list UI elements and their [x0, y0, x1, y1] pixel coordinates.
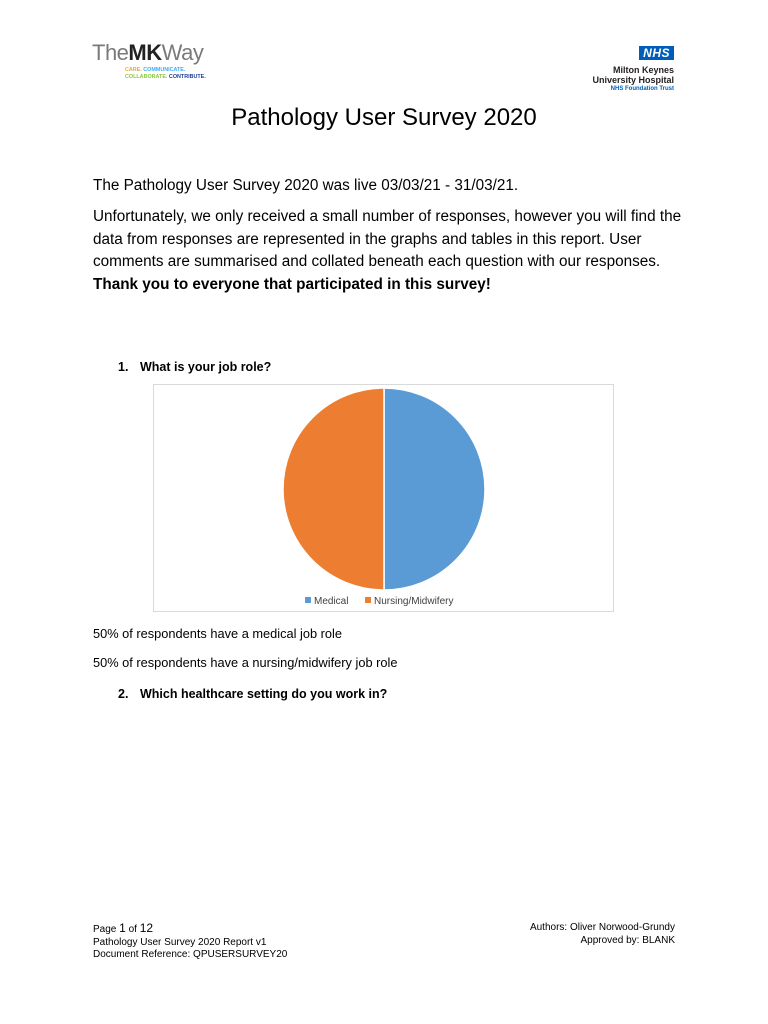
- intro-thanks: Thank you to everyone that participated in this survey!: [93, 275, 491, 293]
- question-1-heading: [118, 358, 271, 376]
- question-text: What is your job role?: [140, 360, 272, 374]
- intro-body-text: Unfortunately, we only received a small number of responses, however you will find the data from responses are represented in the graphs and tables in this report. User comments are summarised and collated beneath each question with our responses.: [93, 208, 682, 270]
- legend-label-medical: Medical: [314, 596, 349, 607]
- page-total: 12: [139, 921, 154, 935]
- intro-line: The Pathology User Survey 2020 was live 03/03/21 - 31/03/21.: [93, 177, 519, 194]
- mkway-tagline-line1: CARE. COMMUNICATE.: [125, 67, 186, 73]
- mkway-wordmark: TheMKWay: [92, 40, 204, 65]
- result-nursing: 50% of respondents have a nursing/midwifery job role: [93, 655, 398, 670]
- legend-swatch-nursing-midwifery: [365, 597, 371, 603]
- nhs-org-line3: NHS Foundation Trust: [610, 86, 674, 92]
- nhs-org-line2: University Hospital: [592, 75, 674, 85]
- page-indicator: Page 1 of 12: [93, 921, 154, 935]
- question-number: 1.: [118, 360, 129, 374]
- question-number: 2.: [118, 687, 129, 701]
- legend-swatch-medical: [305, 597, 311, 603]
- question-text: Which healthcare setting do you work in?: [140, 687, 388, 701]
- result-medical: 50% of respondents have a medical job role: [93, 626, 342, 641]
- footer-report-name: Pathology User Survey 2020 Report v1: [93, 936, 267, 948]
- pie-chart-svg: [153, 384, 614, 612]
- question-2-heading: [118, 685, 387, 703]
- footer-approved: Approved by: BLANK: [580, 934, 675, 946]
- intro-paragraph: [93, 206, 683, 296]
- footer-left: [93, 922, 287, 962]
- legend-label-nursing-midwifery: Nursing/Midwifery: [374, 596, 454, 607]
- nhs-badge: NHS: [639, 46, 674, 60]
- footer-reference: Document Reference: QPUSERSURVEY20: [93, 949, 288, 960]
- mkway-tagline-line2: COLLABORATE. CONTRIBUTE.: [125, 74, 206, 80]
- job-role-pie-chart: [153, 384, 614, 612]
- footer-right: [530, 922, 675, 947]
- page-current: 1: [119, 921, 126, 935]
- nhs-org-line1: Milton Keynes: [612, 65, 674, 75]
- mkway-logo: [92, 42, 212, 82]
- document-title: Pathology User Survey 2020: [231, 104, 537, 131]
- footer-authors: Authors: Oliver Norwood-Grundy: [529, 922, 675, 933]
- nhs-logo: [544, 44, 674, 93]
